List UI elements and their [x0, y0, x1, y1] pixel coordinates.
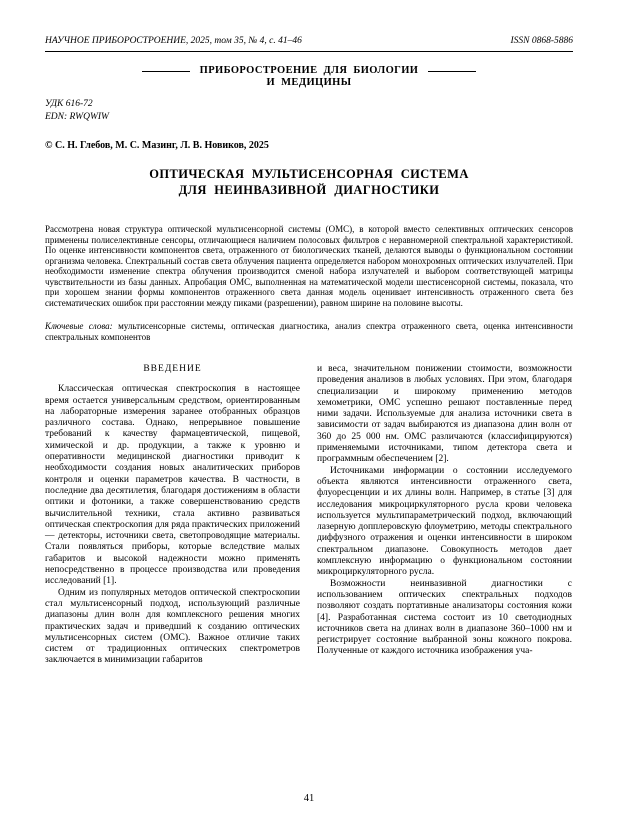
article-body-columns — [45, 364, 573, 667]
keywords-block — [45, 321, 573, 342]
running-head-journal: НАУЧНОЕ ПРИБОРОСТРОЕНИЕ, 2025, том 35, № 4, c. 41–46 — [45, 36, 302, 46]
section-heading-line2: И МЕДИЦИНЫ — [266, 77, 352, 88]
section-heading-line1: ПРИБОРОСТРОЕНИЕ ДЛЯ БИОЛОГИИ — [199, 65, 419, 76]
keywords-label: Ключевые слова: — [45, 321, 113, 331]
abstract-text: Рассмотрена новая структура оптической мультисенсорной системы (ОМС), в которой вместо селективных оптических сенсоров применены полиселективные сенсоры, отличающиеся наличием полосовых фильтров с неравномерной спектральной характеристикой. По оценке интенсивности компонентов света, отраженного от биологических тканей, делаются выводы о функциональном состоянии организма человека. Спектральный состав света облучения пациента определяется набором монохромных оптических излучателей. При необходимости изменение спектра облучения производится сменой набора излучателей и выбором соответствующей матрицы чувствительности из базы данных. Апробация ОМС, выполненная на математической модели шестисенсорной системы, показала, что при хорошем знании формы компонентов отраженного света данная модель оценивает интенсивность отраженного света без систематических ошибок при расстоянии между пиками (разрешении), равном ширине на половине высоты. — [45, 224, 573, 308]
article-title-line2: ДЛЯ НЕИНВАЗИВНОЙ ДИАГНОСТИКИ — [178, 183, 440, 197]
intro-paragraph-4: Возможности неинвазивной диагностики с использованием оптических спектральных подходов позволяют создать портативные анализаторы состояния кожи [4]. Разработанная система состоит из 10 светодиодных источников света на длинах волн в диапазоне 360–1000 нм и регистрирует состояние выбранной зоны кожного покрова. Полученные от каждого источника изображения уча- — [317, 578, 572, 657]
introduction-heading: ВВЕДЕНИЕ — [143, 364, 202, 374]
section-heading — [45, 65, 573, 89]
running-head — [45, 36, 573, 52]
intro-paragraph-1: Классическая оптическая спектроскопия в настоящее время остается универсальным средством, ориентированным на лабораторные измерения заранее отобранных образцов различного состава. Однако, непрерывное повышение требований к качеству фармацевтической, пищевой, химической и др. продукции, а также к уровню и оперативности медицинской диагностики приводит к необходимости создания новых аналитических приборов контроля и оценки параметров качества. В частности, в последние два десятилетия, благодаря достижениям в области оптики и фотоники, а также совершенствованию средств вычислительной техники, стала активно развиваться оптическая спектроскопия для ряда практических приложений — детекторы, источники света, светопроводящие материалы. Стали появляться приборы, которые вследствие малых габаритов и высокой надежности можно применять непосредственно в процессе производства или проведения исследований [1]. — [45, 384, 300, 587]
page-number: 41 — [303, 793, 315, 804]
section-heading-text — [200, 65, 419, 89]
running-head-issn: ISSN 0868-5886 — [510, 36, 573, 46]
copyright-line: © С. Н. Глебов, М. С. Мазинг, Л. В. Новиков, 2025 — [45, 140, 269, 151]
section-heading-right-rule — [428, 71, 476, 72]
section-heading-left-rule — [142, 71, 190, 72]
intro-paragraph-2: Одним из популярных методов оптической спектроскопии стал мультисенсорный подход, использующий различные диапазоны длин волн для комплексного решения многих практических задач и приведший к созданию оптических мультисенсорных систем (ОМС). Важное отличие таких систем от традиционных оптических спектрометров заключается в минимизации габаритов — [45, 587, 300, 666]
right-column — [317, 364, 572, 667]
article-title — [45, 166, 573, 198]
keywords-text: мультисенсорные системы, оптическая диагностика, анализ спектра отраженного света, оценка интенсивности спектральных компонентов — [45, 321, 573, 342]
edn-label: EDN: RWQWIW — [45, 111, 109, 122]
udk-edn-block — [45, 98, 573, 123]
left-column — [45, 364, 300, 667]
udk-label: УДК 616-72 — [45, 99, 93, 109]
article-title-line1: ОПТИЧЕСКАЯ МУЛЬТИСЕНСОРНАЯ СИСТЕМА — [149, 167, 469, 181]
intro-paragraph-3: Источниками информации о состоянии исследуемого объекта являются интенсивности отраженного света, флуоресценции и их длины волн. Например, в статье [3] для исследования микроциркуляторного русла крови человека используется мультипараметрический подход, включающий лазерную допплеровскую флоуметрию, методы спектрального диффузного отражения и оценки интенсивности в широком спектральном диапазоне. Совокупность методов дает комплексную информацию о функциональном состоянии микроциркуляторного русла. — [317, 465, 572, 578]
intro-paragraph-2-continued: и веса, значительном понижении стоимости, возможности проведения анализов в любых условиях. При этом, благодаря специализации и широкому применению методов хемометрики, ОМС успешно решают поставленные перед ними задачи. Используемые для анализа источники света в зависимости от задач выбираются из диапазона длин волн от 360 до 25 000 нм. ОМС различаются (классифицируются) применяемыми источниками, типом детектора света и программным обеспечением [2]. — [317, 364, 572, 465]
